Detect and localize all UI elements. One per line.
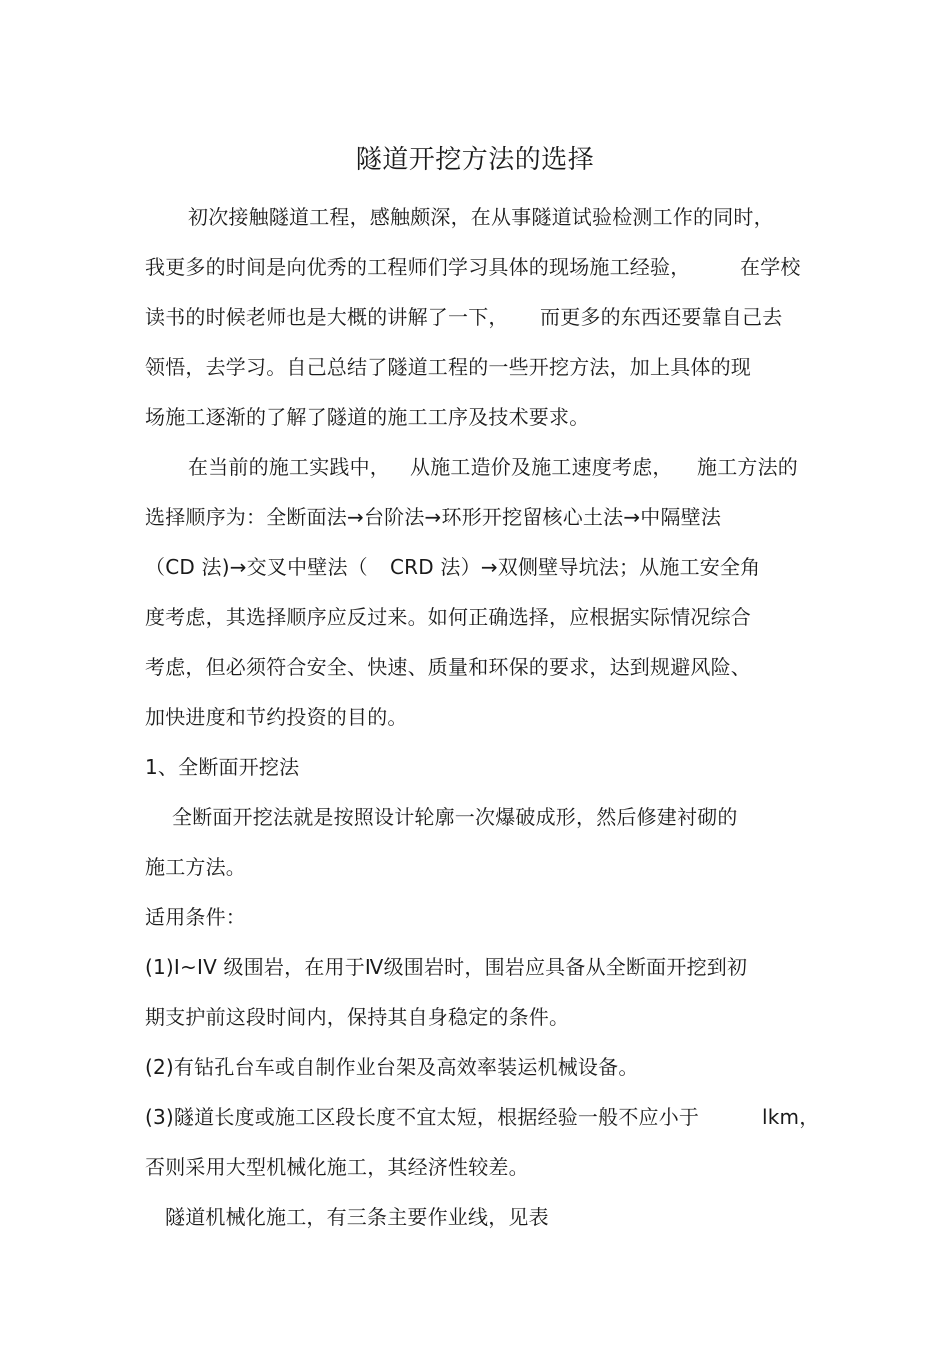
paragraph-line: 加快进度和节约投资的目的。 — [145, 705, 408, 729]
paragraph-line: 施工方法的 — [697, 455, 798, 479]
paragraph-line: 我更多的时间是向优秀的工程师们学习具体的现场施工经验， — [145, 255, 691, 279]
paragraph-line: 考虑，但必须符合安全、快速、质量和环保的要求，达到规避风险、 — [145, 655, 751, 679]
paragraph-line: 从施工造价及施工速度考虑， — [410, 455, 673, 479]
paragraph-line: 读书的时候老师也是大概的讲解了一下， — [145, 305, 509, 329]
paragraph-line: 场施工逐渐的了解了隧道的施工工序及技术要求。 — [145, 405, 590, 429]
paragraph-line: 初次接触隧道工程，感触颇深，在从事隧道试验检测工作的同时， — [188, 205, 774, 229]
paragraph-line: 领悟，去学习。自己总结了隧道工程的一些开挖方法，加上具体的现 — [145, 355, 751, 379]
paragraph-line: 而更多的东西还要靠自己去 — [540, 305, 783, 329]
paragraph-line: （CD 法)→交叉中壁法（ — [145, 555, 368, 579]
paragraph-line: CRD 法）→双侧壁导坑法；从施工安全角 — [390, 555, 761, 579]
paragraph-line: 否则采用大型机械化施工，其经济性较差。 — [145, 1155, 529, 1179]
paragraph-line: (1)I~IV 级围岩，在用于Ⅳ级围岩时，围岩应具备从全断面开挖到初 — [145, 955, 748, 979]
paragraph-line: 隧道机械化施工，有三条主要作业线，见表 — [165, 1205, 549, 1229]
paragraph-line: (2)有钻孔台车或自制作业台架及高效率装运机械设备。 — [145, 1055, 639, 1079]
paragraph-line: 期支护前这段时间内，保持其自身稳定的条件。 — [145, 1005, 570, 1029]
paragraph-line: 适用条件： — [145, 905, 246, 929]
paragraph-line: 在学校 — [740, 255, 801, 279]
document-title: 隧道开挖方法的选择 — [355, 145, 595, 175]
paragraph-line: 施工方法。 — [145, 855, 246, 879]
paragraph-line: 全断面开挖法就是按照设计轮廓一次爆破成形，然后修建衬砌的 — [172, 805, 738, 829]
paragraph-line: lkm， — [762, 1105, 820, 1129]
paragraph-line: 选择顺序为：全断面法→台阶法→环形开挖留核心土法→中隔壁法 — [145, 505, 722, 529]
section-heading: 1、全断面开挖法 — [145, 755, 300, 779]
paragraph-line: 度考虑，其选择顺序应反过来。如何正确选择，应根据实际情况综合 — [145, 605, 751, 629]
paragraph-line: 在当前的施工实践中， — [188, 455, 390, 479]
paragraph-line: (3)隧道长度或施工区段长度不宜太短，根据经验一般不应小于 — [145, 1105, 700, 1129]
